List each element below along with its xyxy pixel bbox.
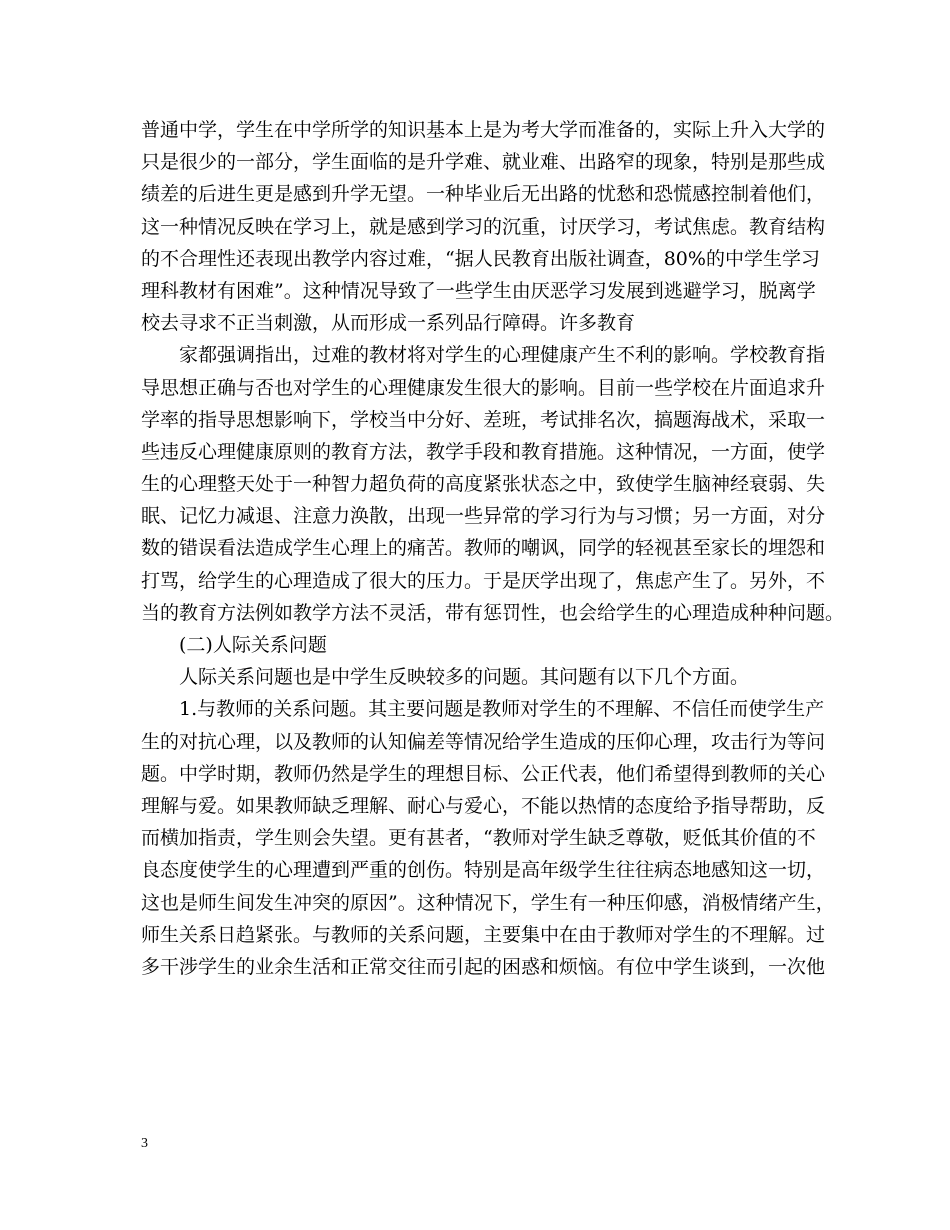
text-line: 当的教育方法例如教学方法不灵活，带有惩罚性，也会给学生的心理造成种种问题。 [141, 601, 845, 624]
text-line: 理解与爱。如果教师缺乏理解、耐心与爱心，不能以热情的态度给予指导帮助，反 [141, 794, 826, 817]
text-line: 这一种情况反映在学习上，就是感到学习的沉重，讨厌学习，考试焦虑。教育结构 [141, 215, 826, 238]
text-line: 多干涉学生的业余生活和正常交往而引起的困惑和烦恼。有位中学生谈到，一次他 [141, 955, 826, 978]
text-line: 些违反心理健康原则的教育方法，教学手段和教育措施。这种情况，一方面，使学 [141, 440, 826, 463]
text-line: 师生关系日趋紧张。与教师的关系问题，主要集中在由于教师对学生的不理解。过 [141, 923, 826, 946]
text-line: 人际关系问题也是中学生反映较多的问题。其问题有以下几个方面。 [179, 666, 750, 689]
text-line: 这也是师生间发生冲突的原因”。这种情况下，学生有一种压仰感，消极情绪产生， [141, 891, 835, 914]
text-line: 家都强调指出，过难的教材将对学生的心理健康产生不利的影响。学校教育指 [179, 344, 826, 367]
text-line: 生的心理整天处于一种智力超负荷的高度紧张状态之中，致使学生脑神经衰弱、失 [141, 473, 826, 496]
text-line: 理科教材有困难”。这种情况导致了一些学生由厌恶学习发展到逃避学习，脱离学 [141, 279, 816, 302]
text-line: 打骂，给学生的心理造成了很大的压力。于是厌学出现了，焦虑产生了。另外，不 [141, 569, 826, 592]
body-text [141, 114, 845, 983]
text-line: 而横加指责，学生则会失望。更有甚者，“教师对学生缺乏尊敬，贬低其价值的不 [141, 827, 816, 850]
text-line: 的不合理性还表现出教学内容过难，“据人民教育出版社调查，80%的中学生学习 [141, 247, 820, 270]
text-line: 学率的指导思想影响下，学校当中分好、差班，考试排名次，搞题海战术，采取一 [141, 408, 826, 431]
text-line: 绩差的后进生更是感到升学无望。一种毕业后无出路的忧愁和恐慌感控制着他们， [141, 183, 826, 206]
text-line: 生的对抗心理，以及教师的认知偏差等情况给学生造成的压仰心理，攻击行为等问 [141, 730, 826, 753]
text-line: 校去寻求不正当刺激，从而形成一系列品行障碍。许多教育 [141, 312, 636, 335]
text-line: 眠、记忆力减退、注意力涣散，出现一些异常的学习行为与习惯；另一方面，对分 [141, 505, 826, 528]
text-line: 数的错误看法造成学生心理上的痛苦。教师的嘲讽，同学的轻视甚至家长的埋怨和 [141, 537, 826, 560]
text-line: 导思想正确与否也对学生的心理健康发生很大的影响。目前一些学校在片面追求升 [141, 376, 826, 399]
text-line: 题。中学时期，教师仍然是学生的理想目标、公正代表，他们希望得到教师的关心 [141, 762, 826, 785]
text-line: 普通中学，学生在中学所学的知识基本上是为考大学而准备的，实际上升入大学的 [141, 119, 826, 141]
section-heading: (二)人际关系问题 [179, 634, 327, 656]
text-line: 只是很少的一部分，学生面临的是升学难、就业难、出路窄的现象，特别是那些成 [141, 151, 826, 174]
text-line: 良态度使学生的心理遭到严重的创伤。特别是高年级学生往往病态地感知这一切， [141, 859, 826, 882]
page-number: 3 [141, 1136, 148, 1151]
text-line: 1.与教师的关系问题。其主要问题是教师对学生的不理解、不信任而使学生产 [179, 698, 825, 721]
